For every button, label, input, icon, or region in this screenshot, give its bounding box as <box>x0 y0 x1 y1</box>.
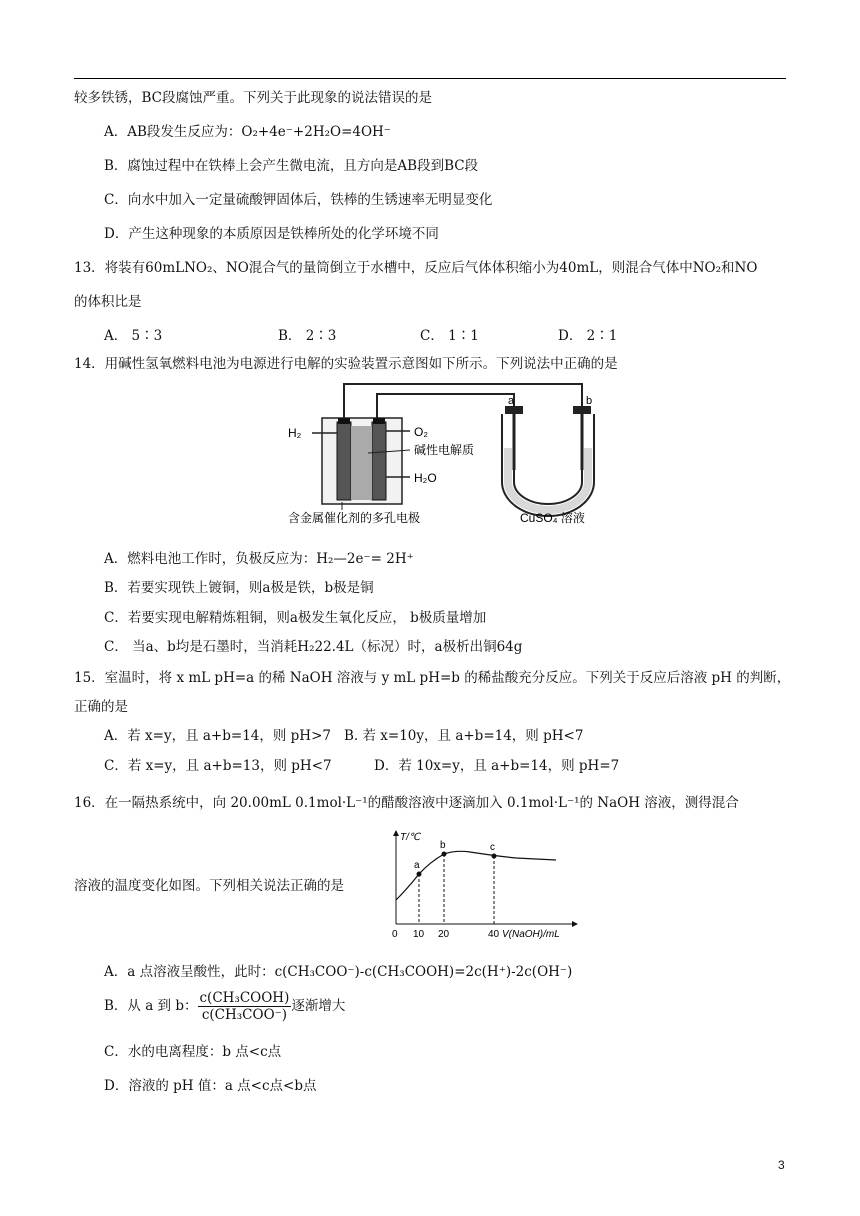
o2-label: O₂ <box>414 425 428 439</box>
fraction-denominator: c(CH₃COO⁻) <box>201 1007 288 1023</box>
q13-option-a: A． 5∶3 <box>104 328 163 344</box>
q13-option-c: C． 1∶1 <box>420 328 479 344</box>
x-tick-20: 20 <box>438 929 450 940</box>
q15-option-d: D．若 10x=y，且 a+b=14，则 pH=7 <box>374 758 620 774</box>
q15-option-a: A．若 x=y，且 a+b=14，则 pH>7 <box>104 728 331 744</box>
q13-stem: 13．将装有60mLNO₂、NO混合气的量筒倒立于水槽中，反应后气体体积缩小为40mL，则混合气体中NO₂和NO <box>74 260 758 276</box>
point-c-label: c <box>490 842 495 853</box>
q16-option-b <box>104 990 345 1023</box>
q12-option-c: C．向水中加入一定量硫酸钾固体后，铁棒的生锈速率无明显变化 <box>104 192 493 208</box>
q16-option-d: D．溶液的 pH 值：a 点<c点<b点 <box>104 1078 317 1094</box>
x-tick-40: 40 <box>488 929 500 940</box>
electrode-label: 含金属催化剂的多孔电极 <box>288 511 421 525</box>
q14-option-c: C．若要实现电解精炼粗铜，则a极发生氧化反应， b极质量增加 <box>104 610 487 626</box>
y-axis-label: T/℃ <box>400 832 421 843</box>
q16-stem: 16．在一隔热系统中，向 20.00mL 0.1mol·L⁻¹的醋酸溶液中逐滴加入 0.1mol·L⁻¹的 NaOH 溶液，测得混合 <box>74 795 739 811</box>
q14-option-b: B．若要实现铁上镀铜，则a极是铁，b极是铜 <box>104 580 374 596</box>
q16-option-b-suffix: 逐渐增大 <box>291 998 346 1014</box>
cuso4-label: CuSO₄ 溶液 <box>520 511 585 525</box>
electrode-b-label: b <box>586 395 593 407</box>
x-axis-label: V(NaOH)/mL <box>502 929 560 940</box>
point-b-label: b <box>440 840 446 851</box>
q15-option-b: B. 若 x=10y，且 a+b=14，则 pH<7 <box>344 728 584 744</box>
q12-stem-continuation: 较多铁锈，BC段腐蚀严重。下列关于此现象的说法错误的是 <box>74 90 432 106</box>
q12-option-d: D．产生这种现象的本质原因是铁棒所处的化学环境不同 <box>104 226 439 242</box>
fraction-numerator: c(CH₃COOH) <box>199 990 290 1006</box>
point-a-label: a <box>414 860 420 871</box>
h2o-label: H₂O <box>414 471 437 485</box>
q14-stem: 14．用碱性氢氧燃料电池为电源进行电解的实验装置示意图如下所示。下列说法中正确的是 <box>74 356 618 372</box>
q15-option-c: C．若 x=y，且 a+b=13，则 pH<7 <box>104 758 332 774</box>
q14-option-d: C． 当a、b均是石墨时，当消耗H₂22.4L（标况）时，a极析出铜64g <box>104 639 523 655</box>
electrolyte-label: 碱性电解质 <box>414 443 475 457</box>
q13-option-b: B． 2∶3 <box>278 328 337 344</box>
q13-option-d: D． 2∶1 <box>558 328 618 344</box>
x-tick-10: 10 <box>413 929 425 940</box>
temperature-graph <box>386 828 582 944</box>
q15-stem: 15．室温时，将 x mL pH=a 的稀 NaOH 溶液与 y mL pH=b 的稀盐酸充分反应。下列关于反应后溶液 pH 的判断， <box>74 670 791 686</box>
q16-option-a: A．a 点溶液呈酸性，此时：c(CH₃COO⁻)-c(CH₃COOH)=2c(H⁺)-2c(OH⁻) <box>104 964 573 980</box>
q12-option-b: B．腐蚀过程中在铁棒上会产生微电流，且方向是AB段到BC段 <box>104 158 479 174</box>
q16-option-b-prefix: B．从 a 到 b： <box>104 998 198 1014</box>
q16-stem-line2: 溶液的温度变化如图。下列相关说法正确的是 <box>74 878 344 894</box>
h2-label: H₂ <box>288 426 302 440</box>
header-rule <box>74 78 786 79</box>
electrode-a-label: a <box>508 395 515 407</box>
x-origin-label: 0 <box>392 929 398 940</box>
concentration-ratio-fraction <box>198 990 292 1023</box>
page-number: 3 <box>778 1158 785 1172</box>
q16-option-c: C．水的电离程度：b 点<c点 <box>104 1044 282 1060</box>
electrolysis-apparatus-figure <box>282 378 612 528</box>
q14-option-a: A．燃料电池工作时，负极反应为：H₂—2e⁻= 2H⁺ <box>104 551 414 567</box>
q13-stem-line2: 的体积比是 <box>74 294 142 310</box>
q15-stem-line2: 正确的是 <box>74 699 128 715</box>
q12-option-a: A．AB段发生反应为：O₂+4e⁻+2H₂O=4OH⁻ <box>104 124 391 140</box>
